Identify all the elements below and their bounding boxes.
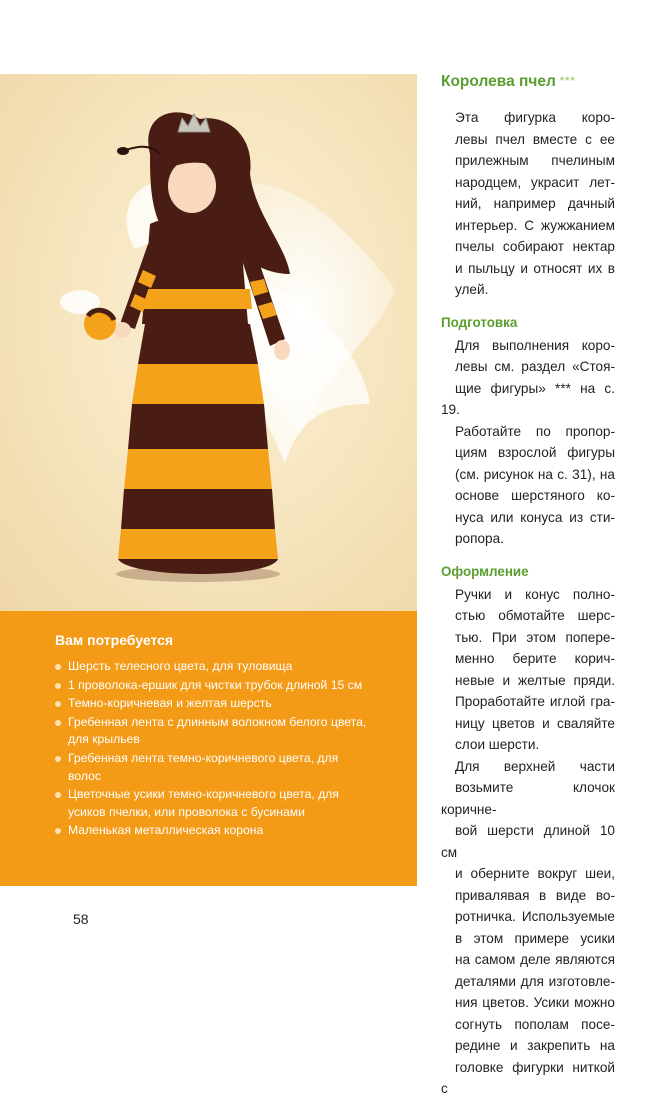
text-line: привалявая в виде во- [455,887,615,903]
page-number: 58 [73,911,89,927]
text-line: Для выполнения коро- [455,337,615,353]
materials-item: 1 проволока-ершик для чистки трубок длиной 15 см [55,677,368,695]
decoration-paragraph-2 [441,756,615,1100]
title-text: Королева пчел [441,73,556,90]
preparation-heading: Подготовка [441,314,518,330]
difficulty-marks: *** [559,75,576,87]
text-line: и пыльцу и относят их в [455,260,615,276]
intro-paragraph [441,107,615,301]
text-line: Эта фигурка коро- [455,110,615,125]
text-line: слои шерсти. [455,737,540,752]
materials-item: Цветочные усики темно-коричневого цвета, для усиков пчелки, или проволока с бусинами [55,786,368,821]
bee-queen-figure-illustration [0,74,417,611]
text-column [441,70,615,1100]
text-line: в этом примере усики [455,930,615,946]
decoration-paragraph-1 [441,584,615,756]
text-line: и оберните вокруг шеи, [455,866,615,881]
page-title [441,70,615,93]
text-line: редине и закрепить на [455,1038,615,1053]
materials-item: Маленькая металлическая корона [55,822,368,840]
text-line: вой шерсти длиной 10 см [441,823,615,860]
text-line: (см. рисунок на с. 31), на [455,466,615,482]
text-line: ротничка. Используемые [455,909,615,924]
text-line: Проработайте иглой гра- [455,694,615,709]
text-line: ницу цветов и сваляйте [455,715,615,731]
text-line: возьмите клочок коричне- [441,780,615,817]
text-line: ропора. [455,531,504,546]
text-line: согнуть пополам посе- [455,1016,615,1032]
text-line: ния цветов. Усики можно [455,995,615,1010]
text-line: народцем, украсит лет- [455,174,615,190]
text-line: основе шерстяного ко- [455,488,615,503]
materials-box [0,611,417,886]
text-line: деталями для изготовле- [455,973,615,989]
preparation-paragraph [441,335,615,550]
text-line: Ручки и конус полно- [455,586,615,602]
materials-item: Гребенная лента с длинным волокном белого цвета, для крыльев [55,714,368,749]
text-line: улей. [455,282,489,297]
text-line: левы см. раздел «Стоя- [455,359,615,374]
text-line: ний, например дачный [455,196,615,211]
materials-heading: Вам потребуется [55,632,174,648]
text-line: стью обмотайте шерс- [455,608,615,623]
materials-list [55,658,401,840]
text-line: головке фигурки ниткой с [441,1059,615,1096]
materials-item: Гребенная лента темно-коричневого цвета, для волос [55,750,368,785]
text-line: нуса или конуса из сти- [455,509,615,525]
bee-queen-photo [0,74,417,611]
materials-item: Шерсть телесного цвета, для туловища [55,658,368,676]
decoration-heading: Оформление [441,563,529,579]
text-line: интерьер. С жужжанием [455,217,615,233]
text-line: Работайте по пропор- [455,423,615,439]
text-line: Для верхней части [455,758,615,774]
text-line: щие фигуры» *** на с. 19. [441,380,615,417]
text-line: левы пчел вместе с ее [455,131,615,147]
text-line: прилежным пчелиным [455,153,615,168]
text-line: невые и желтые пряди. [455,672,615,688]
text-line: менно берите корич- [455,651,615,666]
text-line: циям взрослой фигуры [455,445,615,460]
text-line: пчелы собирают нектар [455,239,615,254]
materials-item: Темно-коричневая и желтая шерсть [55,695,368,713]
text-line: тью. При этом попере- [455,629,615,645]
text-line: на самом деле являются [455,952,615,967]
